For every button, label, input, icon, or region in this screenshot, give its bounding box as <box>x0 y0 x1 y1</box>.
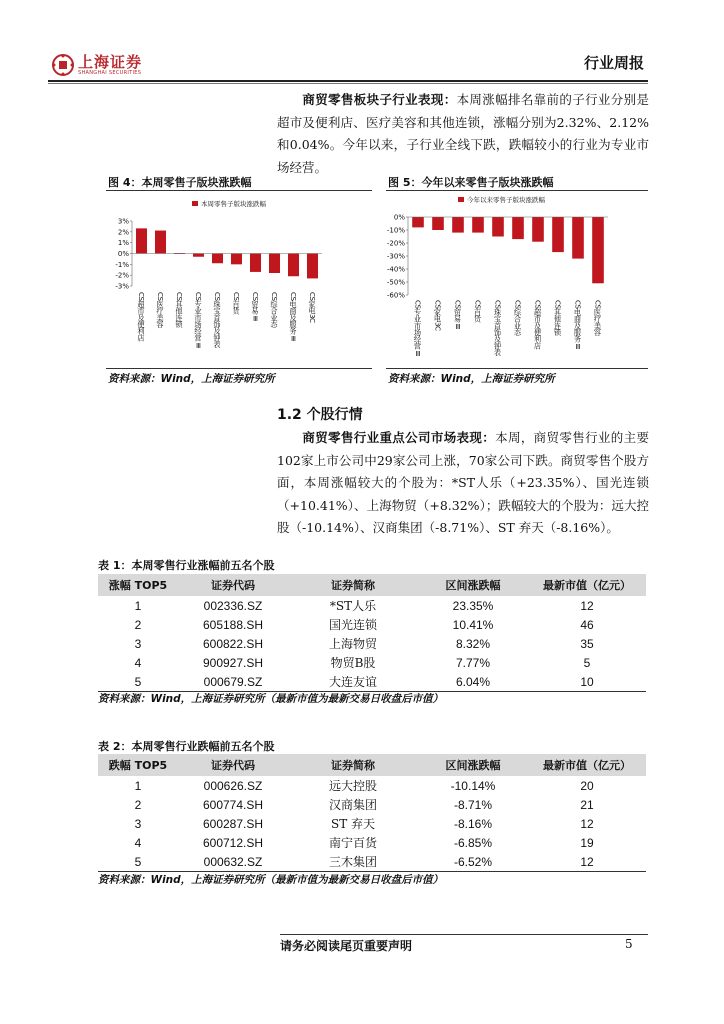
legend-swatch <box>192 201 198 206</box>
table-row <box>98 672 646 692</box>
y-tick-label: -2% <box>115 271 129 280</box>
cell-name: 汉商集团 <box>328 798 377 812</box>
table-row <box>98 776 646 795</box>
table-row <box>98 833 646 852</box>
cell-rank: 5 <box>98 672 178 692</box>
category-label: CS医疗美容 <box>593 300 603 336</box>
cell-code: 000632.SZ <box>178 852 288 872</box>
cell-change: -8.16% <box>453 816 493 831</box>
bar <box>212 254 223 264</box>
cell-name: 南宁百货 <box>328 836 377 850</box>
bar <box>552 217 564 252</box>
bar <box>512 217 524 239</box>
col-name: 证券简称 <box>288 754 418 776</box>
category-label: CS其他连锁 <box>175 292 184 328</box>
category-label: CS家电3C <box>433 300 443 331</box>
bar <box>472 217 484 233</box>
cell-change: 23.35% <box>452 598 494 613</box>
cell-code: 600287.SH <box>202 816 264 831</box>
cell-name: 大连友谊 <box>288 672 418 692</box>
cell-market-cap: 12 <box>580 816 594 831</box>
bar <box>412 217 424 227</box>
cell-market-cap: 20 <box>580 778 594 793</box>
col-market-cap: 最新市值（亿元） <box>528 754 646 776</box>
top-gainers-table <box>98 574 646 692</box>
bar <box>155 231 166 254</box>
col-name: 证券简称 <box>288 574 418 596</box>
cell-rank: 2 <box>134 617 142 632</box>
table-row <box>98 852 646 872</box>
fig4-bottom-rule <box>106 368 372 369</box>
cell-change: -6.85% <box>453 835 493 850</box>
category-label: CS医疗美容 <box>156 292 165 328</box>
category-label: CS综合业态 <box>513 300 523 336</box>
brand-seal-icon <box>52 54 74 76</box>
bar <box>432 217 444 230</box>
cell-rank: 3 <box>134 816 142 831</box>
y-tick-label: -1% <box>115 260 129 269</box>
table-row <box>98 814 646 833</box>
cell-name: *ST人乐 <box>329 599 377 613</box>
fig4-title: 图 4：本周零售子版块涨跌幅 <box>108 176 252 189</box>
fig5-chart <box>386 192 648 364</box>
y-tick-label: -20% <box>386 239 405 248</box>
bar <box>231 254 242 265</box>
header-divider <box>48 80 648 82</box>
category-label: CS电商及服务Ⅲ <box>573 300 583 351</box>
category-label: CS百货 <box>473 300 483 322</box>
intro-lead: 商贸零售板块子行业表现： <box>302 92 457 107</box>
cell-change: 6.04% <box>418 672 528 692</box>
cell-rank: 1 <box>134 598 142 613</box>
col-change: 区间涨跌幅 <box>418 754 528 776</box>
cell-rank: 5 <box>98 852 178 872</box>
cell-market-cap: 12 <box>528 852 646 872</box>
cell-code: 605188.SH <box>202 617 264 632</box>
report-type: 行业周报 <box>583 54 644 72</box>
cell-change: -6.52% <box>418 852 528 872</box>
category-label: CS家电3C <box>308 292 317 323</box>
brand-name-en: SHANGHAI SECURITIES <box>78 70 142 76</box>
category-label: CS百货 <box>232 292 241 314</box>
y-tick-label: 0% <box>117 250 129 258</box>
cell-name: 三木集团 <box>288 852 418 872</box>
cell-market-cap: 21 <box>580 797 594 812</box>
section-lead: 商贸零售行业重点公司市场表现： <box>302 430 496 445</box>
category-label: CS电商及服务Ⅲ <box>289 292 298 343</box>
cell-change: 7.77% <box>455 655 491 670</box>
cell-market-cap: 12 <box>580 598 594 613</box>
legend-label: 今年以来零售子版块涨跌幅 <box>467 196 545 204</box>
cell-change: 10.41% <box>452 617 494 632</box>
category-label: CS其他连锁 <box>553 300 563 336</box>
cell-code: 002336.SZ <box>203 598 263 613</box>
cell-rank: 4 <box>134 655 142 670</box>
cell-code: 900927.SH <box>202 655 264 670</box>
table1-title: 表 1：本周零售行业涨幅前五名个股 <box>98 559 275 572</box>
cell-change: -10.14% <box>450 778 496 793</box>
col-code: 证券代码 <box>178 574 288 596</box>
col-code: 证券代码 <box>178 754 288 776</box>
bar <box>492 217 504 237</box>
bar <box>288 254 299 277</box>
col-rank: 涨幅 TOP5 <box>98 574 178 596</box>
fig4-source: 资料来源：Wind，上海证券研究所 <box>108 373 275 385</box>
table-row <box>98 596 646 615</box>
table1-source: 资料来源：Wind，上海证券研究所（最新市值为最新交易日收盘后市值） <box>98 693 444 705</box>
table-row <box>98 653 646 672</box>
cell-name: ST 弃天 <box>330 817 376 831</box>
cell-market-cap: 5 <box>583 655 591 670</box>
footer-notice: 请务必阅读尾页重要声明 <box>280 939 413 953</box>
brand-name-cn: 上海证券 <box>78 53 143 71</box>
y-tick-label: -3% <box>115 282 129 291</box>
bar <box>532 217 544 242</box>
table-row <box>98 795 646 814</box>
bar <box>193 254 204 257</box>
category-label: CS超市及便利店 <box>533 300 543 349</box>
header-divider-thin <box>48 83 648 84</box>
cell-market-cap: 35 <box>580 636 594 651</box>
table-row <box>98 615 646 634</box>
fig4-title-rule <box>106 190 372 191</box>
y-tick-label: -60% <box>386 291 405 300</box>
cell-name: 物贸B股 <box>330 656 376 670</box>
cell-code: 000626.SZ <box>203 778 263 793</box>
col-market-cap: 最新市值（亿元） <box>528 574 646 596</box>
section-title: 1.2 个股行情 <box>277 407 363 423</box>
intro-body: 本周涨幅排名靠前的子行业分别是超市及便利店、医疗美容和其他连锁，涨幅分别为2.32%、2.12%和0.04%。今年以来，子行业全线下跌，跌幅较小的行业为专业市场经营。 <box>277 92 649 175</box>
bar <box>269 254 280 274</box>
col-change: 区间涨跌幅 <box>418 574 528 596</box>
bar <box>592 217 604 283</box>
cell-name: 远大控股 <box>328 779 377 793</box>
fig5-bottom-rule <box>386 368 648 369</box>
bar <box>452 217 464 233</box>
y-tick-label: -50% <box>386 278 405 287</box>
category-label: CS超市及便利店 <box>137 292 146 341</box>
cell-rank: 1 <box>134 778 142 793</box>
legend-swatch <box>458 197 464 202</box>
bar <box>307 254 318 279</box>
cell-rank: 4 <box>134 835 142 850</box>
category-label: CS专业市场经营Ⅲ <box>194 292 203 350</box>
table-header-row <box>98 754 646 776</box>
top-losers-table <box>98 754 646 872</box>
category-label: CS综合业态 <box>270 292 279 328</box>
col-rank: 跌幅 TOP5 <box>98 754 178 776</box>
fig5-source: 资料来源：Wind，上海证券研究所 <box>388 373 555 385</box>
y-tick-label: -40% <box>386 265 405 274</box>
section-paragraph <box>277 427 649 540</box>
y-tick-label: 2% <box>117 228 129 237</box>
table2-source: 资料来源：Wind，上海证券研究所（最新市值为最新交易日收盘后市值） <box>98 874 444 886</box>
category-label: CS珠宝首饰及钟表 <box>493 300 503 356</box>
y-tick-label: 3% <box>117 217 129 226</box>
bar <box>136 228 147 253</box>
cell-market-cap: 19 <box>580 835 594 850</box>
cell-code: 000679.SZ <box>178 672 288 692</box>
cell-name: 国光连锁 <box>328 618 377 632</box>
y-tick-label: 0% <box>393 213 405 222</box>
category-label: CS贸易Ⅲ <box>453 300 463 331</box>
table-header-row <box>98 574 646 596</box>
y-tick-label: -10% <box>386 226 405 235</box>
cell-change: 8.32% <box>455 636 491 651</box>
cell-name: 上海物贸 <box>328 637 377 651</box>
category-label: CS专业市场经营Ⅲ <box>413 300 423 358</box>
cell-rank: 2 <box>134 797 142 812</box>
cell-rank: 3 <box>134 636 142 651</box>
section-body: 本周，商贸零售行业的主要102家上市公司中29家公司上涨，70家公司下跌。商贸零售个股方面，本周涨幅较大的个股为：*ST人乐（+23.35%）、国光连锁（+10.41%）、上海物贸（+8.32%）；跌幅较大的个股为：远大控股（-10.14%）、汉商集团（-8.71%）、ST 弃天（-8.16%）。 <box>277 430 649 535</box>
intro-paragraph <box>277 89 649 179</box>
y-tick-label: 1% <box>117 239 129 248</box>
bar <box>572 217 584 259</box>
fig5-title: 图 5：今年以来零售子版块涨跌幅 <box>388 176 554 189</box>
cell-market-cap: 10 <box>528 672 646 692</box>
cell-code: 600774.SH <box>202 797 264 812</box>
y-tick-label: -30% <box>386 252 405 261</box>
cell-code: 600822.SH <box>202 636 264 651</box>
cell-market-cap: 46 <box>580 617 594 632</box>
fig4-chart <box>106 192 372 364</box>
category-label: CS珠宝首饰及钟表 <box>213 292 222 348</box>
table-row <box>98 634 646 653</box>
cell-change: -8.71% <box>453 797 493 812</box>
bar <box>250 254 261 272</box>
fig5-title-rule <box>386 190 648 191</box>
table2-title: 表 2：本周零售行业跌幅前五名个股 <box>98 740 275 753</box>
legend-label: 本周零售子版块涨跌幅 <box>201 200 266 208</box>
footer-divider <box>280 934 648 935</box>
cell-code: 600712.SH <box>202 835 264 850</box>
category-label: CS贸易Ⅲ <box>251 292 260 323</box>
page-number: 5 <box>625 937 633 951</box>
company-logo <box>52 54 142 76</box>
